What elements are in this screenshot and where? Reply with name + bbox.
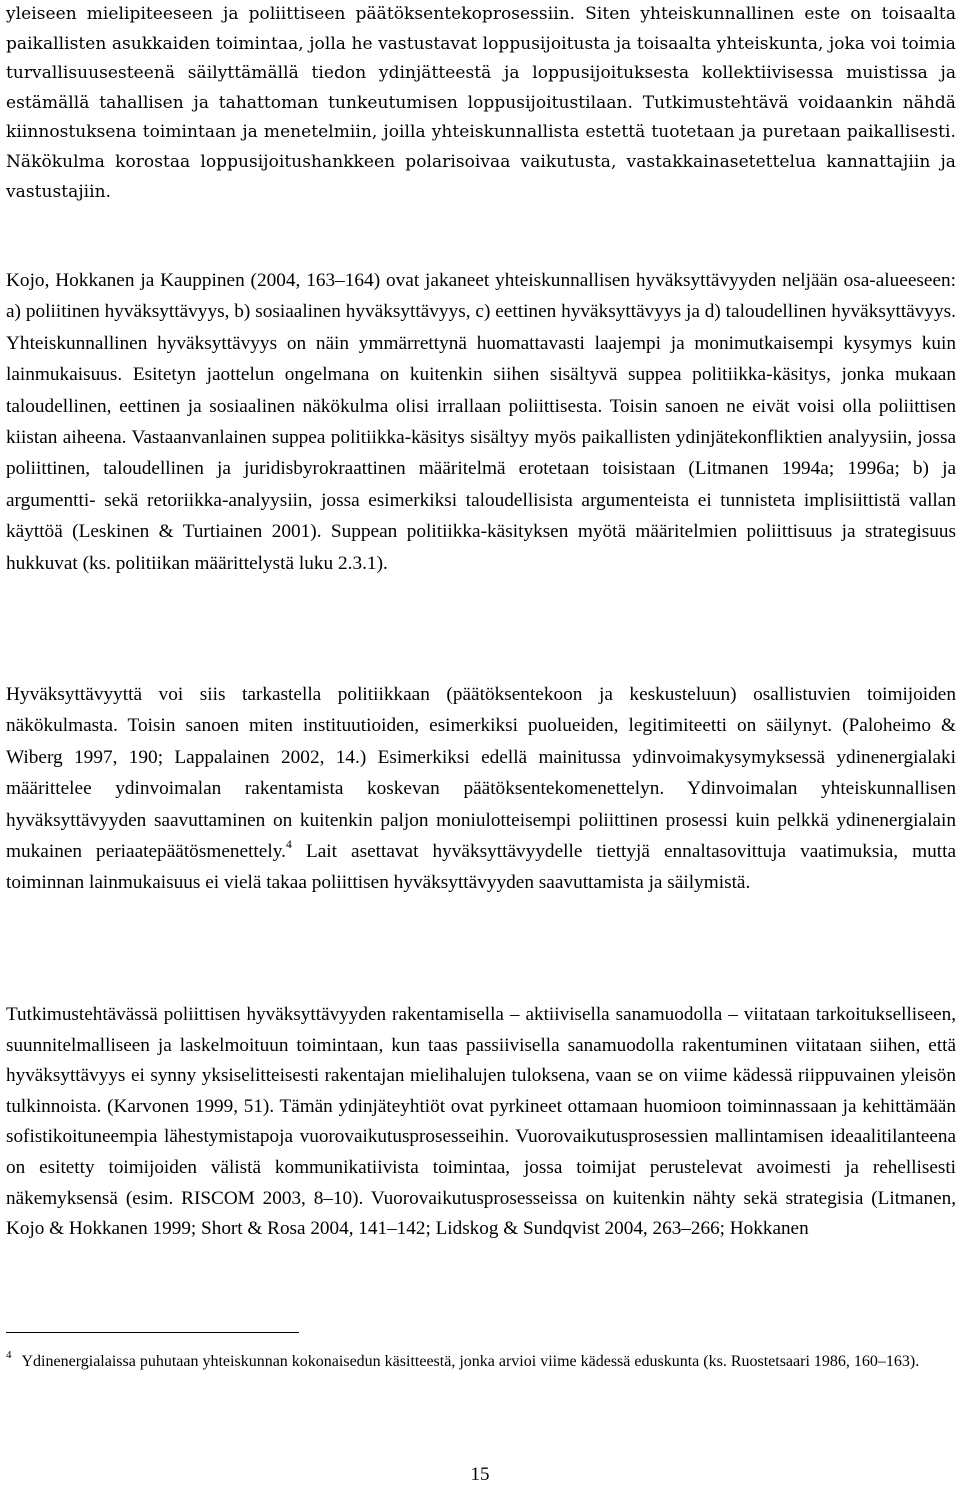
body-paragraph-1: yleiseen mielipiteeseen ja poliittiseen päätöksentekoprosessiin. Siten yhteiskunnallinen este on toisaalta paikallisten asukkaiden toimintaa, jolla he vastustavat loppusijoitusta ja toisaalta yhteiskunta, joka voi toimia turvallisuusesteenä säilyttämällä tiedon ydinjätteestä ja loppusijoituksesta kollektiivisessa muistissa ja estämällä tahallisen ja tahattoman tunkeutumisen loppusijoitustilaan. Tutkimustehtävä voidaankin nähdä kiinnostuksena toimintaan ja menetelmiin, joilla yhteiskunnallista estettä tuotetaan ja puretaan paikallisesti. Näkökulma korostaa loppusijoitushankkeen polarisoivaa vaikutusta, vastakkainasetettelua kannattajiin ja vastustajiin. bbox=[6, 4, 956, 202]
page-number: 15 bbox=[470, 1464, 490, 1485]
paragraph-3-text-end: Lait asettavat hyväksyttävyydelle tiettyjä ennaltasovittuja vaatimuksia, mutta toiminnan lainmukaisuus ei vielä takaa poliittisen hyväksyttävyyden saavuttamista ja säilymistä. bbox=[6, 841, 957, 894]
body-paragraph-4: Tutkimustehtävässä poliittisen hyväksyttävyyden rakentamisella – aktiivisella sanamuodolla – viitataan tarkoitukselliseen, suunnitelmalliseen ja laskelmoituun toimintaan, kun taas passiivisella sanamuodolla rakentuminen viitataan siihen, että hyväksyttävyys ei synny yksiselitteisesti rakentajan mielihalujen tuloksena, vaan se on viime kädessä riippuvainen yleisön tulkinnoista. (Karvonen 1999, 51). Tämän ydinjäteyhtiöt ovat pyrkineet ottamaan huomioon toiminnassaan ja kehittämään sofistikoituneempia lähestymistapoja vuorovaikutusprosesseihin. Vuorovaikutusprosessien mallintamisen ideaalitilanteena on esitetty toimijoiden välistä kommunikatiivista toimintaa, jossa toimijat perustelevat avoimesti ja rehellisesti näkemyksensä (esim. RISCOM 2003, 8–10). Vuorovaikutusprosesseissa on kuitenkin nähty sekä strategisia (Litmanen, Kojo & Hokkanen 1999; Short & Rosa 2004, 141–142; Lidskog & Sundqvist 2004, 263–266; Hokkanen bbox=[6, 1004, 956, 1240]
body-paragraph-2: Kojo, Hokkanen ja Kauppinen (2004, 163–164) ovat jakaneet yhteiskunnallisen hyväksyttävyyden neljään osa-alueeseen: a) poliitinen hyväksyttävyys, b) sosiaalinen hyväksyttävyys, c) eettinen hyväksyttävyys ja d) taloudellinen hyväksyttävyys. Yhteiskunnallinen hyväksyttävyys on näin ymmärrettynä huomattavasti laajempi ja monimutkaisempi kysymys kuin lainmukaisuus. Esitetyn jaottelun ongelmana on kuitenkin siihen sisältyvä suppea politiikka-käsitys, jonka mukaan taloudellinen, eettinen ja sosiaalinen näkökulma olisi irrallaan poliittisesta. Toisin sanoen ne eivät voisi olla poliittisen kiistan aiheena. Vastaanvanlainen suppea politiikka-käsitys sisältyy myös paikallisten ydinjätekonfliktien analyysiin, jossa poliittinen, taloudellinen ja juridisbyrokraattinen määritelmä erotetaan toisistaan (Litmanen 1994a; 1996a; b) ja argumentti- sekä retoriikka-analyysiin, jossa esimerkiksi taloudellisista argumenteista ei tunnisteta implisiittistä vallan käyttöä (Leskinen & Turtiainen 2001). Suppean politiikka-käsityksen myötä määritelmien poliittisuus ja strategisuus hukkuvat (ks. politiikan määrittelystä luku 2.3.1). bbox=[6, 270, 956, 574]
footnote-separator bbox=[6, 1332, 299, 1333]
footnote bbox=[6, 1350, 956, 1373]
footnote-text: Ydinenergialaissa puhutaan yhteiskunnan kokonaisedun käsitteestä, jonka arvioi viime kädessä eduskunta (ks. Ruostetsaari 1986, 160–163). bbox=[21, 1353, 920, 1370]
footnote-reference[interactable]: 4 bbox=[285, 837, 292, 852]
footnote-marker: 4 bbox=[6, 1349, 12, 1361]
paragraph-3-text-start: Hyväksyttävyyttä voi siis tarkastella politiikkaan (päätöksentekoon ja keskusteluun) osallistuvien toimijoiden näkökulmasta. Toisin sanoen miten instituutioiden, esimerkiksi puolueiden, legitimiteetti on säilynyt. (Paloheimo & Wiberg 1997, 190; Lappalainen 2002, 14.) Esimerkiksi edellä mainitussa ydinvoimakysymyksessä ydinenergialaki määrittelee ydinvoimalan rakentamista koskevan päätöksentekomenettelyn. Ydinvoimalan yhteiskunnallisen hyväksyttävyyden saavuttaminen on kuitenkin paljon moniulotteisempi poliittinen prosessi kuin pelkkä ydinenergialain mukainen periaatepäätösmenettely. bbox=[6, 684, 956, 863]
body-paragraph-3 bbox=[6, 679, 956, 899]
